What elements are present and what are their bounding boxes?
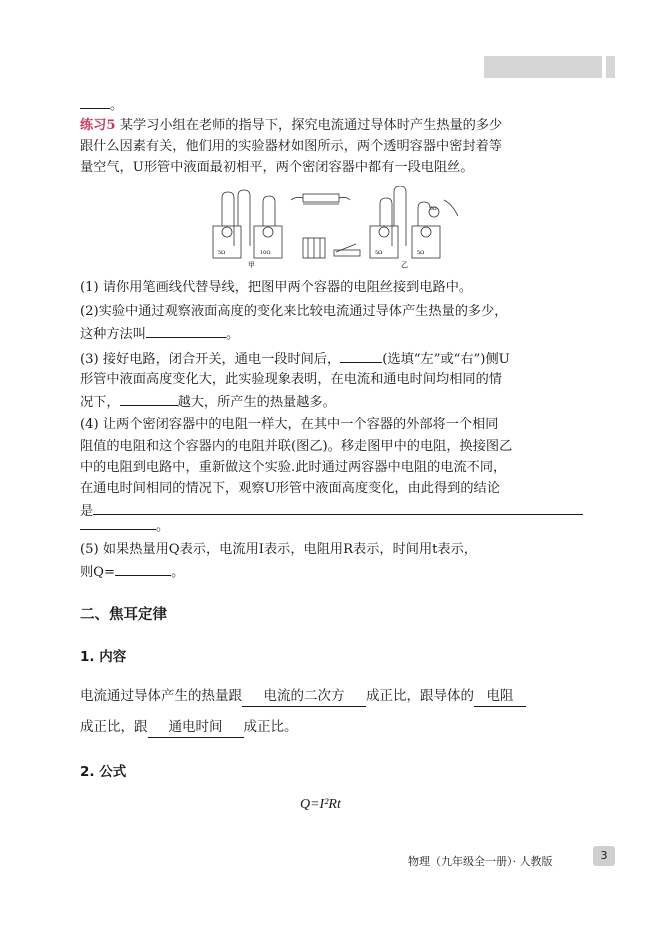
q3-blank-1[interactable] [340,348,382,363]
page-number: 3 [593,846,615,866]
q3-line1: (3) 接好电路，闭合开关，通电一段时间后， (选填“左”或“右”)侧U [80,348,510,370]
q4-line3: 中的电阻到电路中，重新做这个实验.此时通过两容器中电阻的电流不同， [80,460,507,475]
footer-book-title: 物理（九年级全一册）· 人教版 [408,855,553,868]
q2-blank[interactable] [146,323,226,338]
r-label-3: 5Ω [375,250,383,256]
q5-blank[interactable] [115,561,171,576]
content-line2: 成正比，跟 通电时间 成正比。 [80,717,298,738]
q4-line5: 是 [80,500,583,522]
q4-line2: 阻值的电阻和这个容器内的电阻并联(图乙)。移走图甲中的电阻，换接图乙 [80,439,513,454]
q2-line1: (2)实验中通过观察液面高度的变化来比较电流通过导体产生热量的多少， [80,304,508,319]
content-line1: 电流通过导体产生的热量跟 电流的二次方 成正比，跟导体的 电阻 [80,686,526,707]
prev-blank [80,94,110,109]
ex5-intro-2: 跟什么因素有关，他们用的实验器材如图所示，两个透明容器中密封着等 [80,139,502,154]
q4-blank-2[interactable] [80,515,156,530]
answer-resistance: 电阻 [474,686,526,707]
subsection-formula-title: 2. 公式 [80,764,127,780]
ex5-intro-3: 量空气，U形管中液面最初相平，两个密闭容器中都有一段电阻丝。 [80,160,474,175]
u-tube-1 [222,192,234,246]
q5-line2: 则Q= 。 [80,561,184,583]
q1: (1) 请你用笔画线代替导线，把图甲两个容器的电阻丝接到电路中。 [80,280,473,295]
q3-line3: 况下， 越大，所产生的热量越多。 [80,391,336,413]
answer-current-squared: 电流的二次方 [242,686,366,707]
r-label-2: 10Ω [260,250,271,256]
r-label-1: 5Ω [218,250,226,256]
prev-answer-line [80,94,123,116]
ex5-line-1 [80,116,502,136]
q3-blank-2[interactable] [120,391,178,406]
subsection-content-title: 1. 内容 [80,649,127,665]
prev-end: 。 [110,98,124,113]
q4-blank-1[interactable] [93,500,583,515]
slide-rheostat [303,194,339,202]
resistor-coil-2 [263,227,273,237]
joule-formula: Q=I²Rt [300,797,341,812]
section-title: 二、焦耳定律 [80,607,167,623]
label-jia: 甲 [248,261,255,268]
header-bar-end [606,56,615,78]
q3-line2: 形管中液面高度变化大，此实验现象表明，在电流和通电时间均相同的情 [80,372,502,387]
exercise-label: 练习5 [80,118,116,133]
resistor-coil-1 [222,227,232,237]
q2-line2: 这种方法叫 。 [80,323,239,345]
q4-line4: 在通电时间相同的情况下，观察U形管中液面高度变化，由此得到的结论 [80,481,500,496]
q4-line1: (4) 让两个密闭容器中的电阻一样大，在其中一个容器的外部将一个相同 [80,417,499,432]
q5-line1: (5) 如果热量用Q表示，电流用I表示，电阻用R表示，时间用t表示， [80,542,477,557]
answer-time: 通电时间 [148,717,244,738]
label-yi: 乙 [401,261,408,268]
ex5-intro-1: 某学习小组在老师的指导下，探究电流通过导体时产生热量的多少 [119,118,503,133]
r-label-4: 5Ω [417,250,425,256]
experiment-figure [208,186,468,268]
header-bar [484,56,602,78]
r-label-5: 5Ω [430,207,437,212]
switch [336,244,356,252]
q4-line6: 。 [80,515,169,537]
